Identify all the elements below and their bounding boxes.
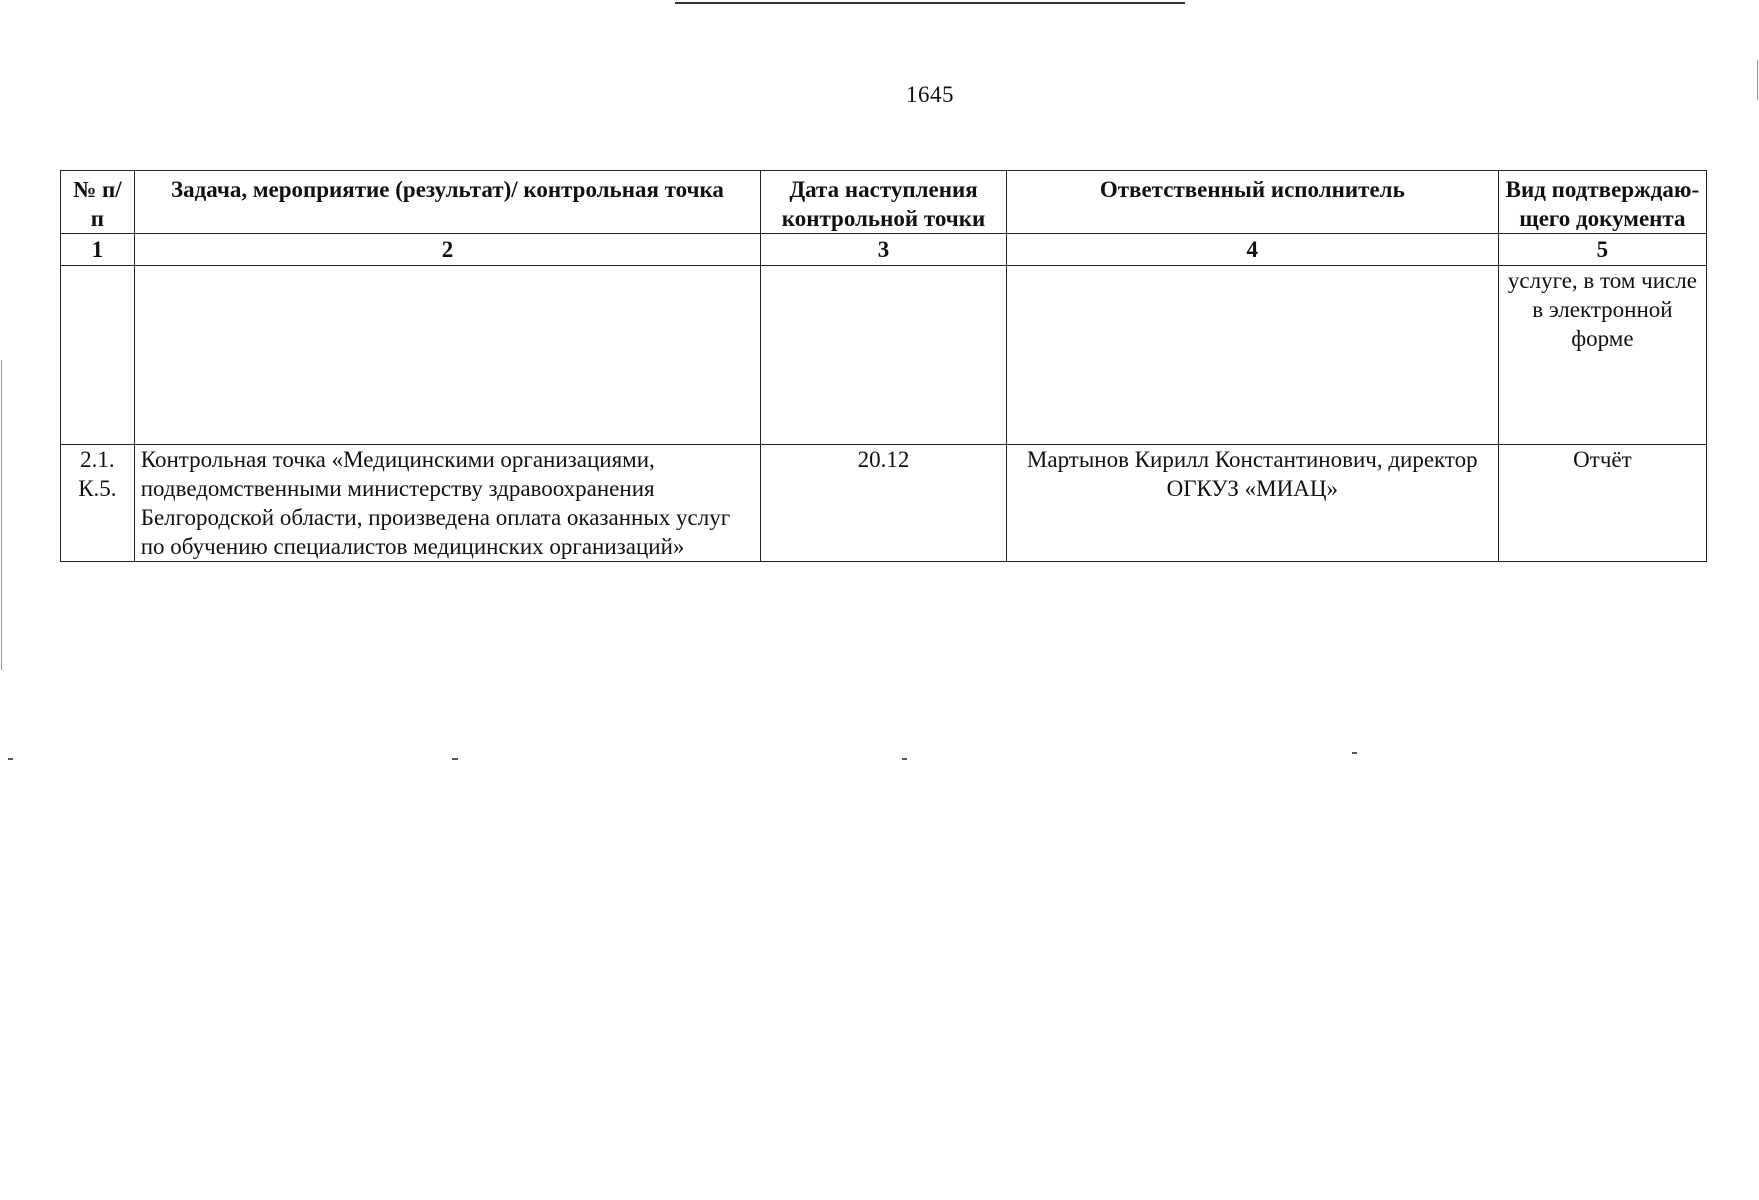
scan-speck bbox=[452, 758, 458, 760]
continuation-responsible bbox=[1006, 266, 1498, 445]
row-date: 20.12 bbox=[761, 445, 1007, 562]
scan-speck bbox=[8, 758, 13, 760]
table-header-row bbox=[61, 171, 1707, 234]
header-document: Вид подтверждаю-щего документа bbox=[1498, 171, 1706, 234]
header-num: № п/п bbox=[61, 171, 135, 234]
control-points-table bbox=[60, 170, 1707, 562]
top-rule bbox=[675, 2, 1185, 4]
scan-edge-line bbox=[1, 360, 2, 670]
header-date: Дата наступления контрольной точки bbox=[761, 171, 1007, 234]
row-document: Отчёт bbox=[1498, 445, 1706, 562]
scan-speck bbox=[902, 758, 907, 760]
continuation-date bbox=[761, 266, 1007, 445]
scan-edge-line bbox=[1757, 60, 1758, 100]
continuation-document: услуге, в том числе в электронной форме bbox=[1498, 266, 1706, 445]
continuation-num bbox=[61, 266, 135, 445]
row-responsible: Мартынов Кирилл Константинович, директор ОГКУЗ «МИАЦ» bbox=[1006, 445, 1498, 562]
row-num: 2.1. К.5. bbox=[61, 445, 135, 562]
page-number: 1645 bbox=[906, 82, 954, 107]
column-number: 1 bbox=[61, 234, 135, 266]
table-row bbox=[61, 445, 1707, 562]
continuation-row bbox=[61, 266, 1707, 445]
column-number-row bbox=[61, 234, 1707, 266]
column-number: 3 bbox=[761, 234, 1007, 266]
scan-speck bbox=[1352, 752, 1357, 754]
column-number: 5 bbox=[1498, 234, 1706, 266]
header-responsible: Ответственный исполнитель bbox=[1006, 171, 1498, 234]
column-number: 4 bbox=[1006, 234, 1498, 266]
header-task: Задача, мероприятие (результат)/ контрольная точка bbox=[134, 171, 760, 234]
row-task: Контрольная точка «Медицинскими организациями, подведомственными министерству здравоохранения Белгородской области, произведена оплата оказанных услуг по обучению специалистов медицинских организаций» bbox=[134, 445, 760, 562]
column-number: 2 bbox=[134, 234, 760, 266]
continuation-task bbox=[134, 266, 760, 445]
